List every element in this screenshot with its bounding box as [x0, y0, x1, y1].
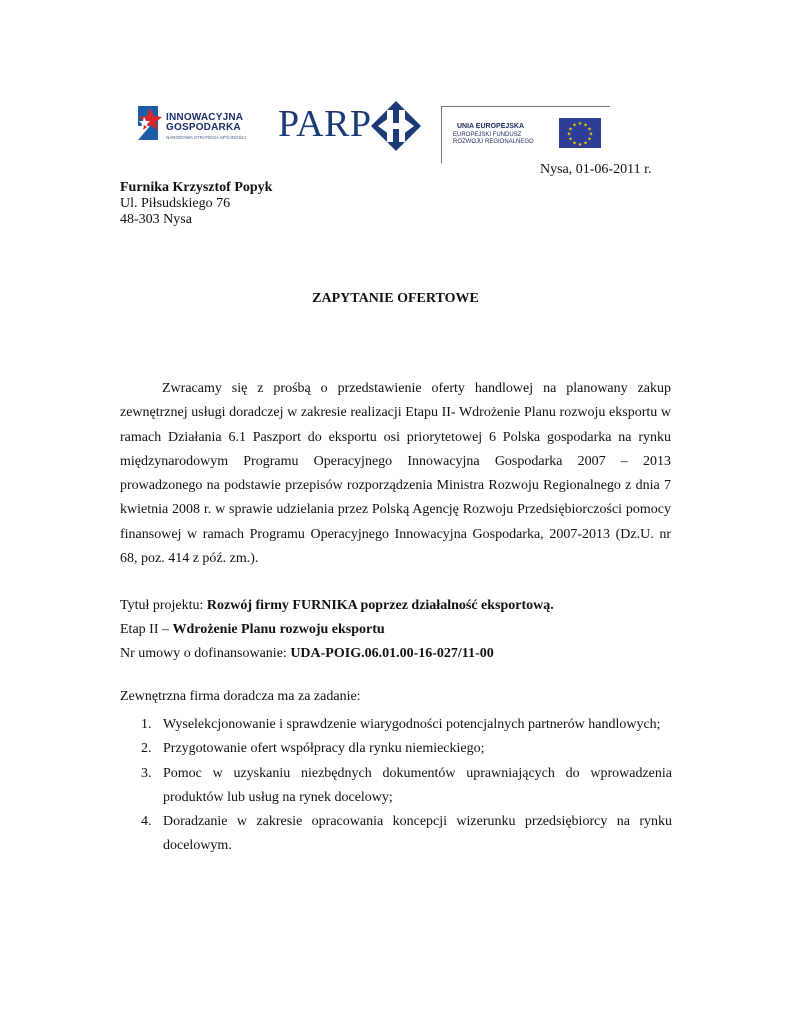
svg-text:★: ★	[577, 142, 583, 148]
tasks-intro: Zewnętrzna firma doradcza ma za zadanie:	[120, 689, 361, 704]
sender-street: Ul. Piłsudskiego 76	[120, 196, 231, 211]
svg-text:★: ★	[572, 122, 577, 129]
parp-emblem-icon	[370, 100, 422, 152]
ig-logo-line1: INNOWACYJNA	[166, 112, 244, 123]
document-title: ZAPYTANIE OFERTOWE	[312, 291, 479, 306]
svg-text:★: ★	[588, 131, 594, 138]
eu-logo-line1: UNIA EUROPEJSKA	[457, 123, 525, 130]
sender-city: 48-303 Nysa	[120, 212, 192, 227]
eu-regional-fund-logo	[441, 106, 611, 164]
tasks-list	[141, 713, 672, 859]
svg-text:★: ★	[583, 140, 588, 147]
contract-number-row	[120, 642, 554, 666]
innovative-economy-logo	[136, 104, 248, 146]
body-line: ramach Działania 6.1 Paszport do eksportu osi priorytetowej 6 Polska gospodarka na rynku	[120, 429, 671, 445]
task-text: Przygotowanie ofert współpracy dla rynku niemieckiego;	[163, 741, 485, 757]
project-title-value: Rozwój firmy FURNIKA poprzez działalność eksportową.	[206, 598, 554, 613]
eu-logo-frame-horizontal	[441, 106, 610, 107]
body-line: kwietnia 2008 r. w sprawie udzielania przez Polską Agencję Rozwoju Przedsiębiorczości pomocy	[120, 502, 671, 518]
ig-logo-line2: GOSPODARKA	[166, 122, 241, 133]
svg-text:★: ★	[587, 126, 592, 133]
task-text: Wyselekcjonowanie i sprawdzenie wiarygodności potencjalnych partnerów handlowych;	[163, 717, 661, 732]
sender-address	[120, 180, 272, 228]
svg-text:★: ★	[587, 136, 592, 143]
eu-logo-line2: EUROPEJSKI FUNDUSZ	[453, 132, 522, 138]
ig-logo-line3: NARODOWA STRATEGIA SPÓJNOŚCI	[166, 135, 247, 140]
body-line: Zwracamy się z prośbą o przedstawienie oferty handlowej na planowany zakup	[162, 381, 671, 396]
project-title-label: Tytuł projektu:	[120, 598, 207, 613]
svg-text:★: ★	[568, 136, 573, 143]
task-number: 4.	[141, 814, 152, 830]
task-number: 3.	[141, 765, 152, 781]
contract-number-value: UDA-POIG.06.01.00-16-027/11-00	[290, 646, 494, 661]
eu-logo-line3: ROZWOJU REGIONALNEGO	[453, 139, 534, 145]
eu-logo-frame-vertical	[441, 106, 442, 163]
project-stage-value: Wdrożenie Planu rozwoju eksportu	[172, 622, 385, 637]
task-text: Doradzanie w zakresie opracowania koncepcji wizerunku przedsiębiorcy na rynku	[163, 814, 672, 830]
svg-text:★: ★	[568, 126, 573, 133]
svg-text:★: ★	[577, 121, 583, 127]
task-item	[141, 713, 672, 737]
body-line: prowadzonego na podstawie przepisów rozporządzenia Ministra Rozwoju Regionalnego z dnia 7	[120, 478, 671, 494]
eu-flag-icon	[559, 118, 601, 148]
innovative-economy-emblem-icon	[136, 104, 162, 142]
svg-text:★: ★	[572, 140, 577, 147]
task-text: produktów lub usług na rynek docelowy;	[163, 789, 393, 805]
parp-logo-text: PARP	[278, 103, 372, 145]
project-stage-label: Etap II –	[120, 622, 173, 637]
body-line: zewnętrznej usługi doradczej w zakresie realizacji Etapu II- Wdrożenie Planu rozwoju eksportu w	[120, 405, 671, 421]
body-line: 68, poz. 414 z póź. zm.).	[120, 551, 259, 567]
task-item	[141, 762, 672, 811]
body-line: międzynarodowym Programu Operacyjnego Innowacyjna Gospodarka 2007 – 2013	[120, 453, 671, 469]
project-info	[120, 594, 554, 666]
project-title-row	[120, 594, 554, 618]
task-number: 2.	[141, 741, 152, 757]
letter-date: Nysa, 01-06-2011 r.	[540, 162, 652, 177]
body-line: finansowej w ramach Programu Operacyjnego Innowacyjna Gospodarka, 2007-2013 (Dz.U. nr	[120, 526, 671, 542]
task-text: Pomoc w uzyskaniu niezbędnych dokumentów uprawniających do wprowadzenia	[163, 765, 672, 781]
parp-logo	[278, 100, 424, 154]
svg-text:★: ★	[566, 131, 572, 138]
task-text: docelowym.	[163, 838, 232, 854]
project-stage-row	[120, 618, 554, 642]
task-item	[141, 810, 672, 859]
svg-text:★: ★	[583, 122, 588, 129]
sender-name: Furnika Krzysztof Popyk	[120, 180, 273, 195]
task-item	[141, 737, 672, 761]
body-paragraph	[120, 377, 671, 571]
task-number: 1.	[141, 717, 152, 732]
contract-number-label: Nr umowy o dofinansowanie:	[120, 646, 291, 661]
